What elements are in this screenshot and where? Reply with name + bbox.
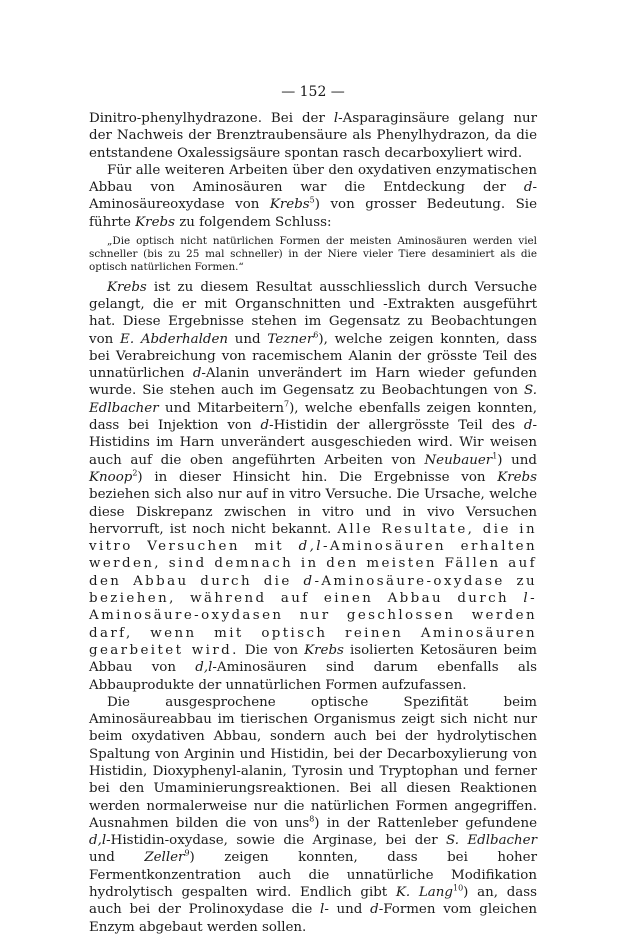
author-name: Krebs (269, 197, 310, 213)
footnote-ref: 10 (452, 883, 464, 893)
footnote-ref: 6 (313, 330, 319, 340)
footnote-ref: 2 (132, 468, 138, 478)
author-name: S. Edlbacher (446, 833, 538, 849)
author-name: Zeller (144, 850, 185, 866)
author-name: Krebs (135, 214, 175, 230)
author-name: Knoop (89, 469, 133, 485)
block-quote: „Die optisch nicht natürlichen Formen der meisten Aminosäuren werden viel schneller (bis zu 25 mal schneller) in der Niere vieler Tiere desaminiert als die optisch natürlichen Formen.“ (89, 235, 537, 274)
footnote-ref: 7 (283, 399, 290, 409)
author-name: K. Lang (395, 885, 453, 901)
author-name: Neubauer (424, 452, 493, 468)
emphasized-text: Alle Resultate, die in vitro Versuchen mit (89, 521, 537, 555)
paragraph-3: Krebs ist zu diesem Resultat ausschliesslich durch Versuche gelangt, die er mit Organschnitten und -Extrakten ausgeführt hat. Diese Ergebnisse stehen im Gegensatz zu Beobachtungen von E. Abderhalden und Tezner$^6$), welche zeigen konnten, dass bei Verabreichung von racemischem Alanin der grösste Teil des unnatürlichen d-Alanin unverändert im Harn wieder gefunden wurde. Sie stehen auch im Gegensatz zu Beobachtungen von S. Edlbacher und Mitarbeitern$^7$), welche ebenfalls zeigen konnten, dass bei Injektion von d-Histidin der allergrösste Teil des d-Histidins im Harn unverändert ausgeschieden wird. Wir weisen auch auf die oben angeführten Arbeiten von Neubauer$^1$) und Knoop$^2$) in dieser Hinsicht hin. Die Ergebnisse von Krebs beziehen sich also nur auf in vitro Versuche. Die Ursache, welche diese Diskrepanz zwischen in vitro und in vivo Versuchen hervorruft, ist noch nicht bekannt. Alle Resultate, die in vitro Versuchen mit d,l-Aminosäuren erhalten werden, sind demnach in den meisten Fällen auf den Abbau durch die d-Aminosäure-oxydase zu beziehen, während auf einen Abbau durch l-Aminosäure-oxydasen nur geschlossen werden darf, wenn mit optisch reinen Aminosäuren gearbeitet wird. Die von Krebs isolierten Ketosäuren beim Abbau von d,l-Aminosäuren sind darum ebenfalls als Abbauprodukte der unnatürlichen Formen aufzufassen. (89, 279, 538, 693)
emphasized-text: -Aminosäure-oxydase zu beziehen, während auf einen Abbau durch (89, 573, 537, 607)
footnote-ref: 9 (184, 849, 190, 859)
document-page (89, 84, 537, 936)
author-name: Krebs (107, 279, 147, 295)
footnote-ref: 1 (492, 451, 498, 461)
author-name: E. Abderhalden (120, 331, 229, 347)
emphasized-text: -Aminosäuren erhalten werden, sind demnach in den meisten Fällen auf den Abbau durch die (89, 539, 538, 589)
author-name: S. Edlbacher (89, 383, 537, 416)
author-name: Krebs (497, 469, 537, 485)
emphasized-text: -Aminosäure-oxydasen nur geschlossen werden darf, wenn mit optisch reinen Aminosäuren gearbeitet wird. (89, 591, 537, 658)
author-name: Krebs (304, 642, 344, 658)
paragraph-1: Dinitro-phenylhydrazone. Bei der l-Asparaginsäure gelang nur der Nachweis der Brenztraubensäure als Phenylhydrazon, da die entstandene Oxalessigsäure spontan rasch decarboxyliert wird. (89, 111, 537, 161)
author-name: Tezner (267, 331, 314, 347)
page-number: — 152 — (281, 84, 345, 100)
paragraph-2: Für alle weiteren Arbeiten über den oxydativen enzymatischen Abbau von Aminosäuren war die Entdeckung der d-Aminosäureoxydase von Krebs$^5$) von grosser Bedeutung. Sie führte Krebs zu folgendem Schluss: (89, 162, 537, 230)
paragraph-4: Die ausgesprochene optische Spezifität beim Aminosäureabbau im tierischen Organismus zeigt sich nicht nur beim oxydativen Abbau, sondern auch bei der hydrolytischen Spaltung von Arginin und Histidin, bei der Decarboxylierung von Histidin, Dioxyphenyl-alanin, Tyrosin und Tryptophan und ferner bei den Umaminierungsreaktionen. Bei all diesen Reaktionen werden normalerweise nur die natürlichen Formen angegriffen. Ausnahmen bilden die von uns$^8$) in der Rattenleber gefundene d,l-Histidin-oxydase, sowie die Arginase, bei der S. Edlbacher und Zeller$^9$) zeigen konnten, dass bei hoher Fermentkonzentration auch die unnatürliche Modifikation hydrolytisch gespalten wird. Endlich gibt K. Lang$^{10}$) an, dass auch bei der Prolinoxydase die l- und d-Formen vom gleichen Enzym abgebaut werden sollen. (89, 694, 538, 935)
footnote-ref: 8 (309, 814, 315, 824)
footnote-ref: 5 (309, 196, 315, 206)
